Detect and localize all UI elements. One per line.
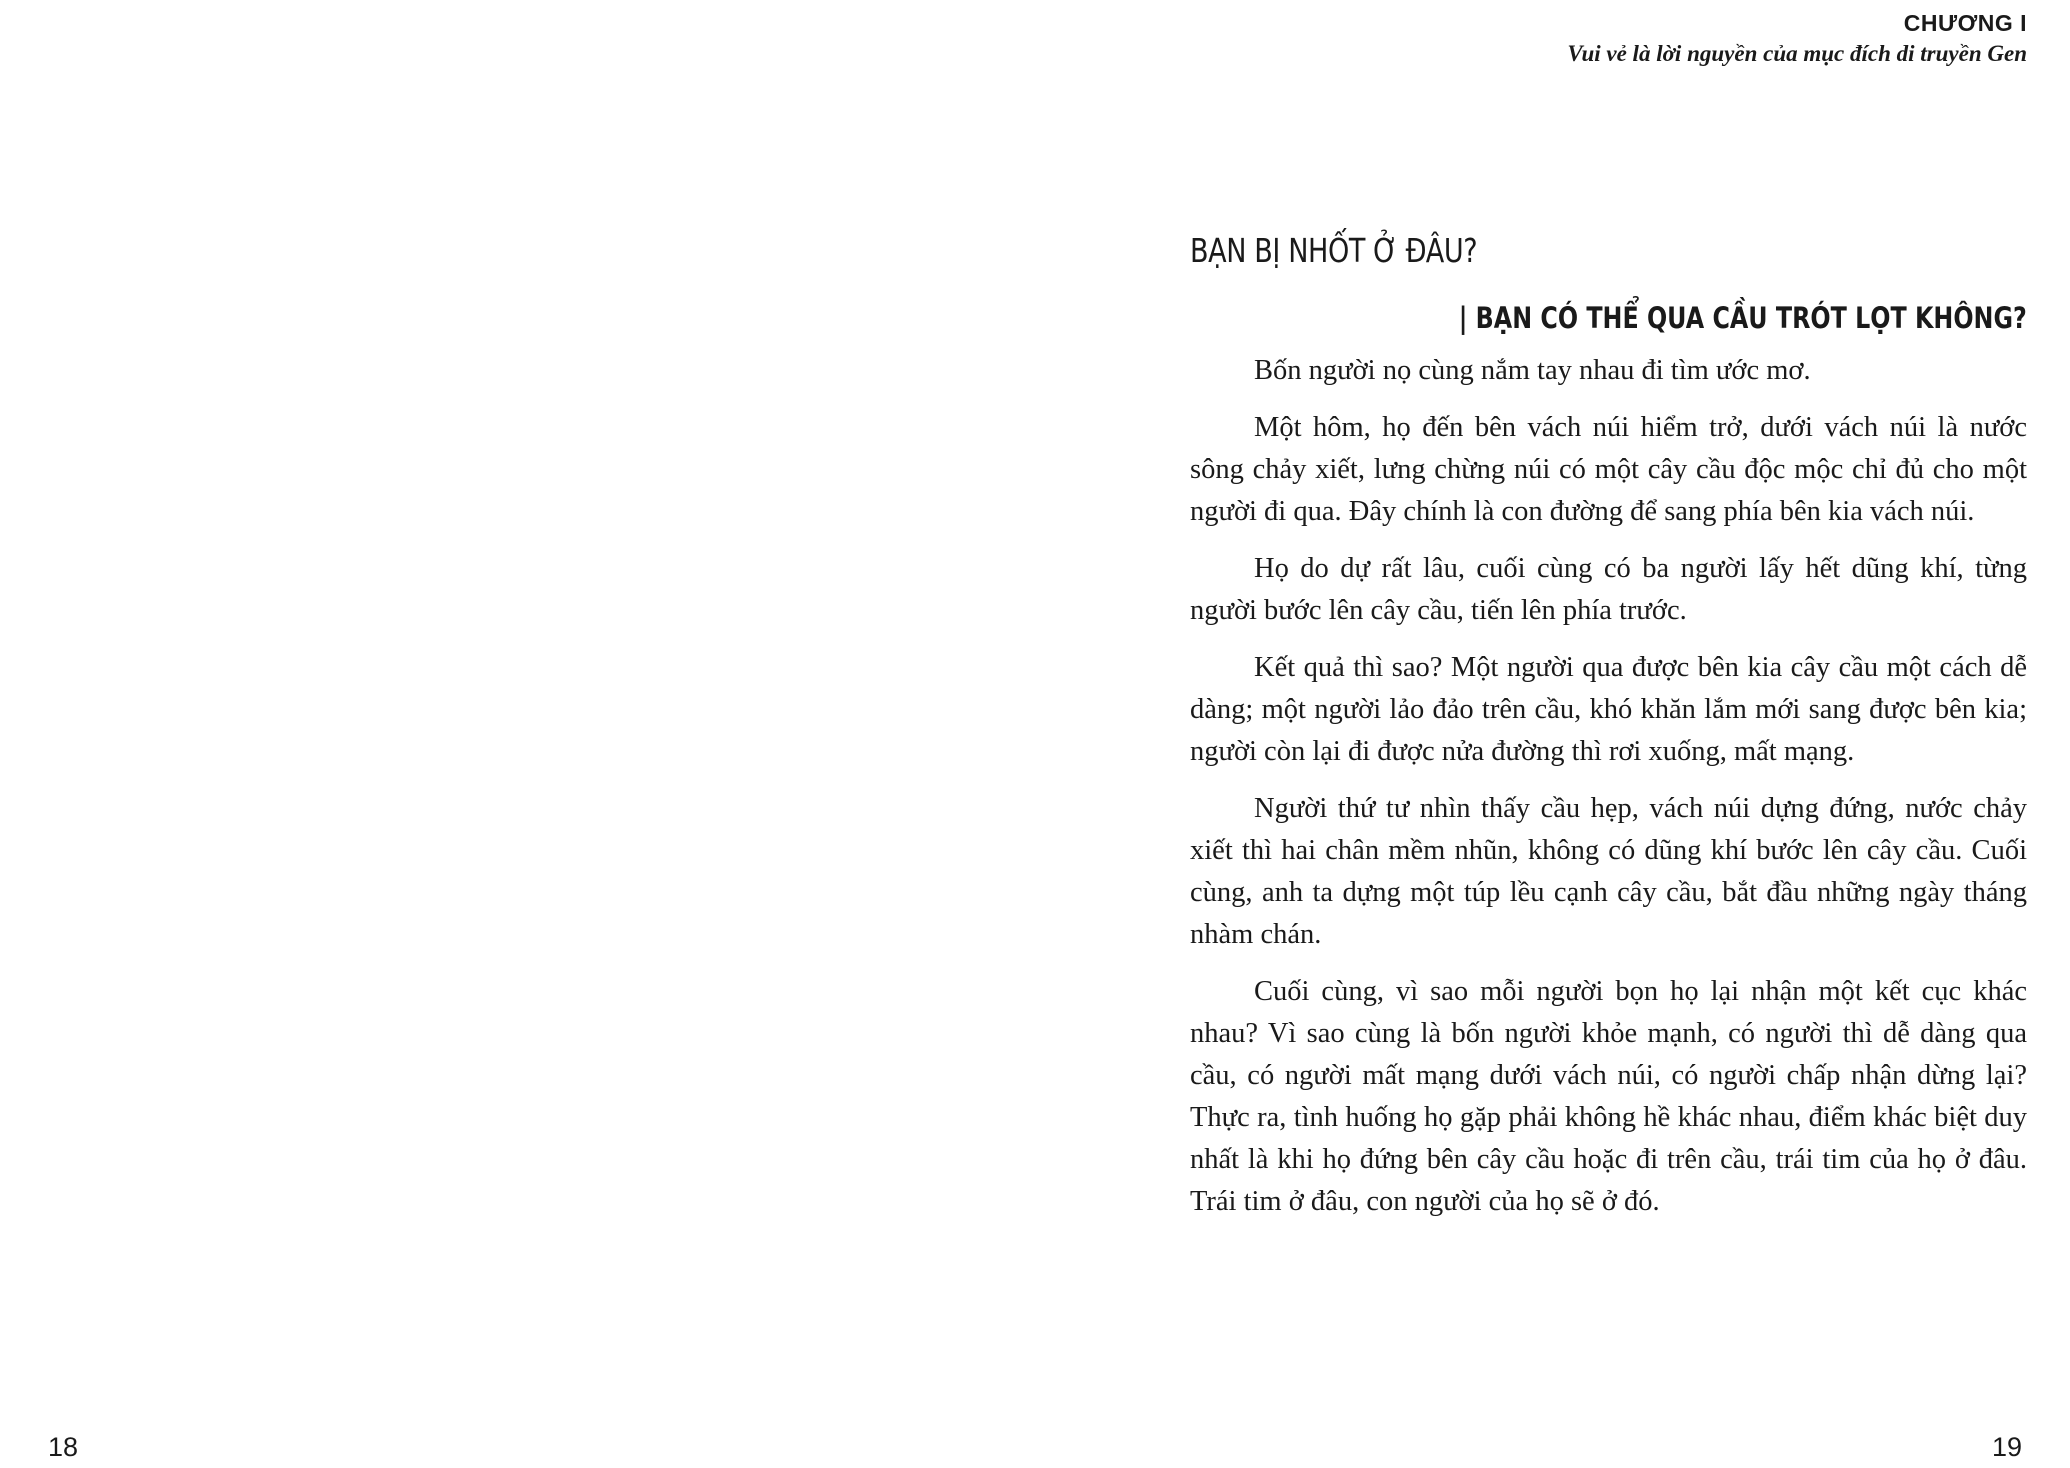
- page-number-left: 18: [48, 1432, 79, 1462]
- chapter-subtitle: Vui vẻ là lời nguyền của mục đích di truyền Gen: [1567, 41, 2027, 66]
- paragraph-1: Bốn người nọ cùng nắm tay nhau đi tìm ước mơ.: [1254, 355, 1811, 386]
- paragraph-2: Một hôm, họ đến bên vách núi hiểm trở, dưới vách núi là nước sông chảy xiết, lưng chừng núi có một cây cầu độc mộc chỉ đủ cho một người đi qua. Đây chính là con đường để sang phía bên kia vách núi.: [1190, 412, 2027, 527]
- paragraph-6: Cuối cùng, vì sao mỗi người bọn họ lại nhận một kết cục khác nhau? Vì sao cùng là bốn người khỏe mạnh, có người thì dễ dàng qua cầu, có người mất mạng dưới vách núi, có người chấp nhận dừng lại? Thực ra, tình huống họ gặp phải không hề khác nhau, điểm khác biệt duy nhất là khi họ đứng bên cây cầu hoặc đi trên cầu, trái tim của họ ở đâu. Trái tim ở đâu, con người của họ sẽ ở đó.: [1190, 976, 2027, 1217]
- section-subtitle-text: | BẠN CÓ THỂ QUA CẦU TRÓT LỌT KHÔNG?: [1458, 301, 2027, 335]
- chapter-label: CHƯƠNG I: [1903, 10, 2027, 36]
- running-head: [1567, 8, 2027, 70]
- paragraph-4: Kết quả thì sao? Một người qua được bên kia cây cầu một cách dễ dàng; một người lảo đảo trên cầu, khó khăn lắm mới sang được bên kia; người còn lại đi được nửa đường thì rơi xuống, mất mạng.: [1190, 652, 2027, 767]
- article-content: [1190, 228, 2027, 1238]
- paragraph-5: Người thứ tư nhìn thấy cầu hẹp, vách núi dựng đứng, nước chảy xiết thì hai chân mềm nhũn, không có dũng khí bước lên cây cầu. Cuối cùng, anh ta dựng một túp lều cạnh cây cầu, bắt đầu những ngày tháng nhàm chán.: [1190, 793, 2027, 950]
- section-subtitle: [1190, 298, 2027, 338]
- page-number-right: 19: [1991, 1432, 2022, 1462]
- paragraph-3: Họ do dự rất lâu, cuối cùng có ba người lấy hết dũng khí, từng người bước lên cây cầu, tiến lên phía trước.: [1190, 553, 2027, 626]
- section-title: BẠN BỊ NHỐT Ở ĐÂU?: [1190, 231, 1478, 270]
- right-page: [1035, 0, 2070, 1468]
